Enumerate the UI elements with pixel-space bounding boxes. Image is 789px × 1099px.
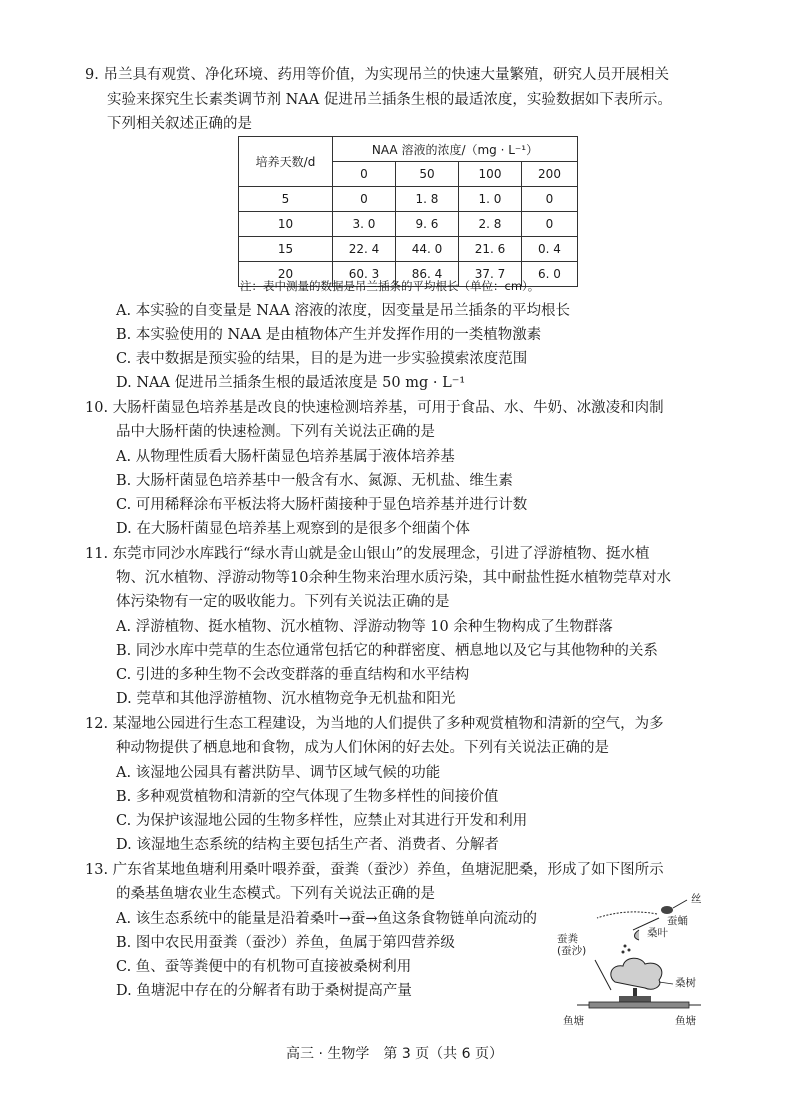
leaf-label: 桑叶 bbox=[647, 927, 668, 939]
day-cell: 20 bbox=[239, 262, 333, 287]
table-group-header: NAA 溶液的浓度/（mg · L⁻¹） bbox=[333, 137, 578, 162]
feces-dot bbox=[628, 949, 631, 952]
mulberry-fishpond-diagram bbox=[555, 890, 715, 1030]
arrow-to-silk bbox=[673, 900, 687, 908]
q13-stem-line2: 的桑基鱼塘农业生态模式。下列有关说法正确的是 bbox=[116, 886, 435, 902]
value-cell: 22. 4 bbox=[333, 237, 396, 262]
q9-stem-line2: 实验来探究生长素类调节剂 NAA 促进吊兰插条生根的最适浓度，实验数据如下表所示。 bbox=[107, 92, 672, 108]
value-cell: 0 bbox=[522, 187, 578, 212]
q10-option-d: D. 在大肠杆菌显色培养基上观察到的是很多个细菌个体 bbox=[116, 521, 470, 537]
value-cell: 0 bbox=[333, 187, 396, 212]
q11-stem-line1: 11. 东莞市同沙水库践行“绿水青山就是金山银山”的发展理念，引进了浮游植物、挺水植 bbox=[85, 546, 650, 562]
tree-label: 桑树 bbox=[675, 977, 696, 989]
tree-pointer bbox=[659, 982, 673, 984]
page-footer: 高三 · 生物学 第 3 页（共 6 页） bbox=[286, 1046, 503, 1062]
table-row bbox=[239, 237, 578, 262]
q10-stem-line1: 10. 大肠杆菌显色培养基是改良的快速检测培养基，可用于食品、水、牛奶、冰激凌和肉制 bbox=[85, 400, 664, 416]
q13-option-d: D. 鱼塘泥中存在的分解者有助于桑树提高产量 bbox=[116, 983, 412, 999]
silk-label: 丝 bbox=[691, 893, 702, 905]
q13-option-c: C. 鱼、蚕等粪便中的有机物可直接被桑树利用 bbox=[116, 959, 412, 975]
q9-option-d: D. NAA 促进吊兰插条生根的最适浓度是 50 mg · L⁻¹ bbox=[116, 375, 466, 391]
value-cell: 2. 8 bbox=[459, 212, 522, 237]
q13-stem-line1: 13. 广东省某地鱼塘利用桑叶喂养蚕，蚕粪（蚕沙）养鱼，鱼塘泥肥桑，形成了如下图所示 bbox=[85, 862, 664, 878]
silkworm-icon bbox=[661, 906, 673, 914]
q10-option-b: B. 大肠杆菌显色培养基中一般含有水、氮源、无机盐、维生素 bbox=[116, 473, 513, 489]
value-cell: 0 bbox=[522, 212, 578, 237]
dike-icon bbox=[619, 996, 651, 1002]
q12-stem-line1: 12. 某湿地公园进行生态工程建设，为当地的人们提供了多种观赏植物和清新的空气，为多 bbox=[85, 716, 664, 732]
pond-label-left: 鱼塘 bbox=[563, 1015, 584, 1027]
mulberry-tree-icon bbox=[611, 958, 662, 989]
concentration-header: 50 bbox=[396, 162, 459, 187]
table-row bbox=[239, 187, 578, 212]
day-cell: 15 bbox=[239, 237, 333, 262]
value-cell: 0. 4 bbox=[522, 237, 578, 262]
feces-dot bbox=[624, 945, 627, 948]
table-note: 注：表中测量的数据是吊兰插条的平均根长（单位：cm）。 bbox=[240, 279, 540, 293]
q13-option-a: A. 该生态系统中的能量是沿着桑叶→蚕→鱼这条食物链单向流动的 bbox=[116, 911, 537, 927]
q13-option-b: B. 图中农民用蚕粪（蚕沙）养鱼，鱼属于第四营养级 bbox=[116, 935, 455, 951]
q9-option-c: C. 表中数据是预实验的结果，目的是为进一步实验摸索浓度范围 bbox=[116, 351, 528, 367]
feces-label-2: (蚕沙) bbox=[557, 945, 587, 957]
q12-option-d: D. 该湿地生态系统的结构主要包括生产者、消费者、分解者 bbox=[116, 837, 499, 853]
q9-stem-line1: 9. 吊兰具有观赏、净化环境、药用等价值，为实现吊兰的快速大量繁殖，研究人员开展相关 bbox=[85, 67, 669, 83]
q11-option-b: B. 同沙水库中莞草的生态位通常包括它的种群密度、栖息地以及它与其他物种的关系 bbox=[116, 643, 658, 659]
q9-option-a: A. 本实验的自变量是 NAA 溶液的浓度，因变量是吊兰插条的平均根长 bbox=[116, 303, 571, 319]
arrow-to-pond bbox=[595, 960, 611, 990]
value-cell: 6. 0 bbox=[522, 262, 578, 287]
q11-option-a: A. 浮游植物、挺水植物、沉水植物、浮游动物等 10 余种生物构成了生物群落 bbox=[116, 619, 613, 635]
q9-stem-line3: 下列相关叙述正确的是 bbox=[107, 116, 252, 132]
naa-data-table bbox=[238, 136, 578, 287]
q10-option-c: C. 可用稀释涂布平板法将大肠杆菌接种于显色培养基并进行计数 bbox=[116, 497, 528, 513]
q12-option-b: B. 多种观赏植物和清新的空气体现了生物多样性的间接价值 bbox=[116, 789, 499, 805]
value-cell: 60. 3 bbox=[333, 262, 396, 287]
concentration-header: 100 bbox=[459, 162, 522, 187]
q10-stem-line2: 品中大肠杆菌的快速检测。下列有关说法正确的是 bbox=[116, 424, 435, 440]
q11-option-d: D. 莞草和其他浮游植物、沉水植物竞争无机盐和阳光 bbox=[116, 691, 456, 707]
q12-stem-line2: 种动物提供了栖息地和食物，成为人们休闲的好去处。下列有关说法正确的是 bbox=[116, 740, 609, 756]
table-row bbox=[239, 212, 578, 237]
day-cell: 10 bbox=[239, 212, 333, 237]
q11-stem-line3: 体污染物有一定的吸收能力。下列有关说法正确的是 bbox=[116, 594, 450, 610]
q12-option-c: C. 为保护该湿地公园的生物多样性，应禁止对其进行开发和利用 bbox=[116, 813, 528, 829]
table-row-header: 培养天数/d bbox=[239, 137, 333, 187]
day-cell: 5 bbox=[239, 187, 333, 212]
value-cell: 37. 7 bbox=[459, 262, 522, 287]
value-cell: 21. 6 bbox=[459, 237, 522, 262]
q10-option-a: A. 从物理性质看大肠杆菌显色培养基属于液体培养基 bbox=[116, 449, 455, 465]
cocoon-label: 蚕蛹 bbox=[667, 915, 688, 927]
value-cell: 9. 6 bbox=[396, 212, 459, 237]
q11-stem-line2: 物、沉水植物、浮游动物等10余种生物来治理水质污染，其中耐盐性挺水植物莞草对水 bbox=[116, 570, 671, 586]
q12-option-a: A. 该湿地公园具有蓄洪防旱、调节区域气候的功能 bbox=[116, 765, 441, 781]
value-cell: 86. 4 bbox=[396, 262, 459, 287]
value-cell: 3. 0 bbox=[333, 212, 396, 237]
concentration-header: 0 bbox=[333, 162, 396, 187]
feces-arrow bbox=[597, 912, 657, 918]
feces-dot bbox=[622, 951, 625, 954]
feces-label: 蚕粪 bbox=[557, 933, 578, 945]
value-cell: 44. 0 bbox=[396, 237, 459, 262]
value-cell: 1. 0 bbox=[459, 187, 522, 212]
leaf-icon bbox=[635, 930, 640, 940]
q9-option-b: B. 本实验使用的 NAA 是由植物体产生并发挥作用的一类植物激素 bbox=[116, 327, 542, 343]
q11-option-c: C. 引进的多种生物不会改变群落的垂直结构和水平结构 bbox=[116, 667, 470, 683]
pond-icon bbox=[589, 1002, 689, 1008]
pond-label-right: 鱼塘 bbox=[675, 1015, 696, 1027]
concentration-header: 200 bbox=[522, 162, 578, 187]
value-cell: 1. 8 bbox=[396, 187, 459, 212]
